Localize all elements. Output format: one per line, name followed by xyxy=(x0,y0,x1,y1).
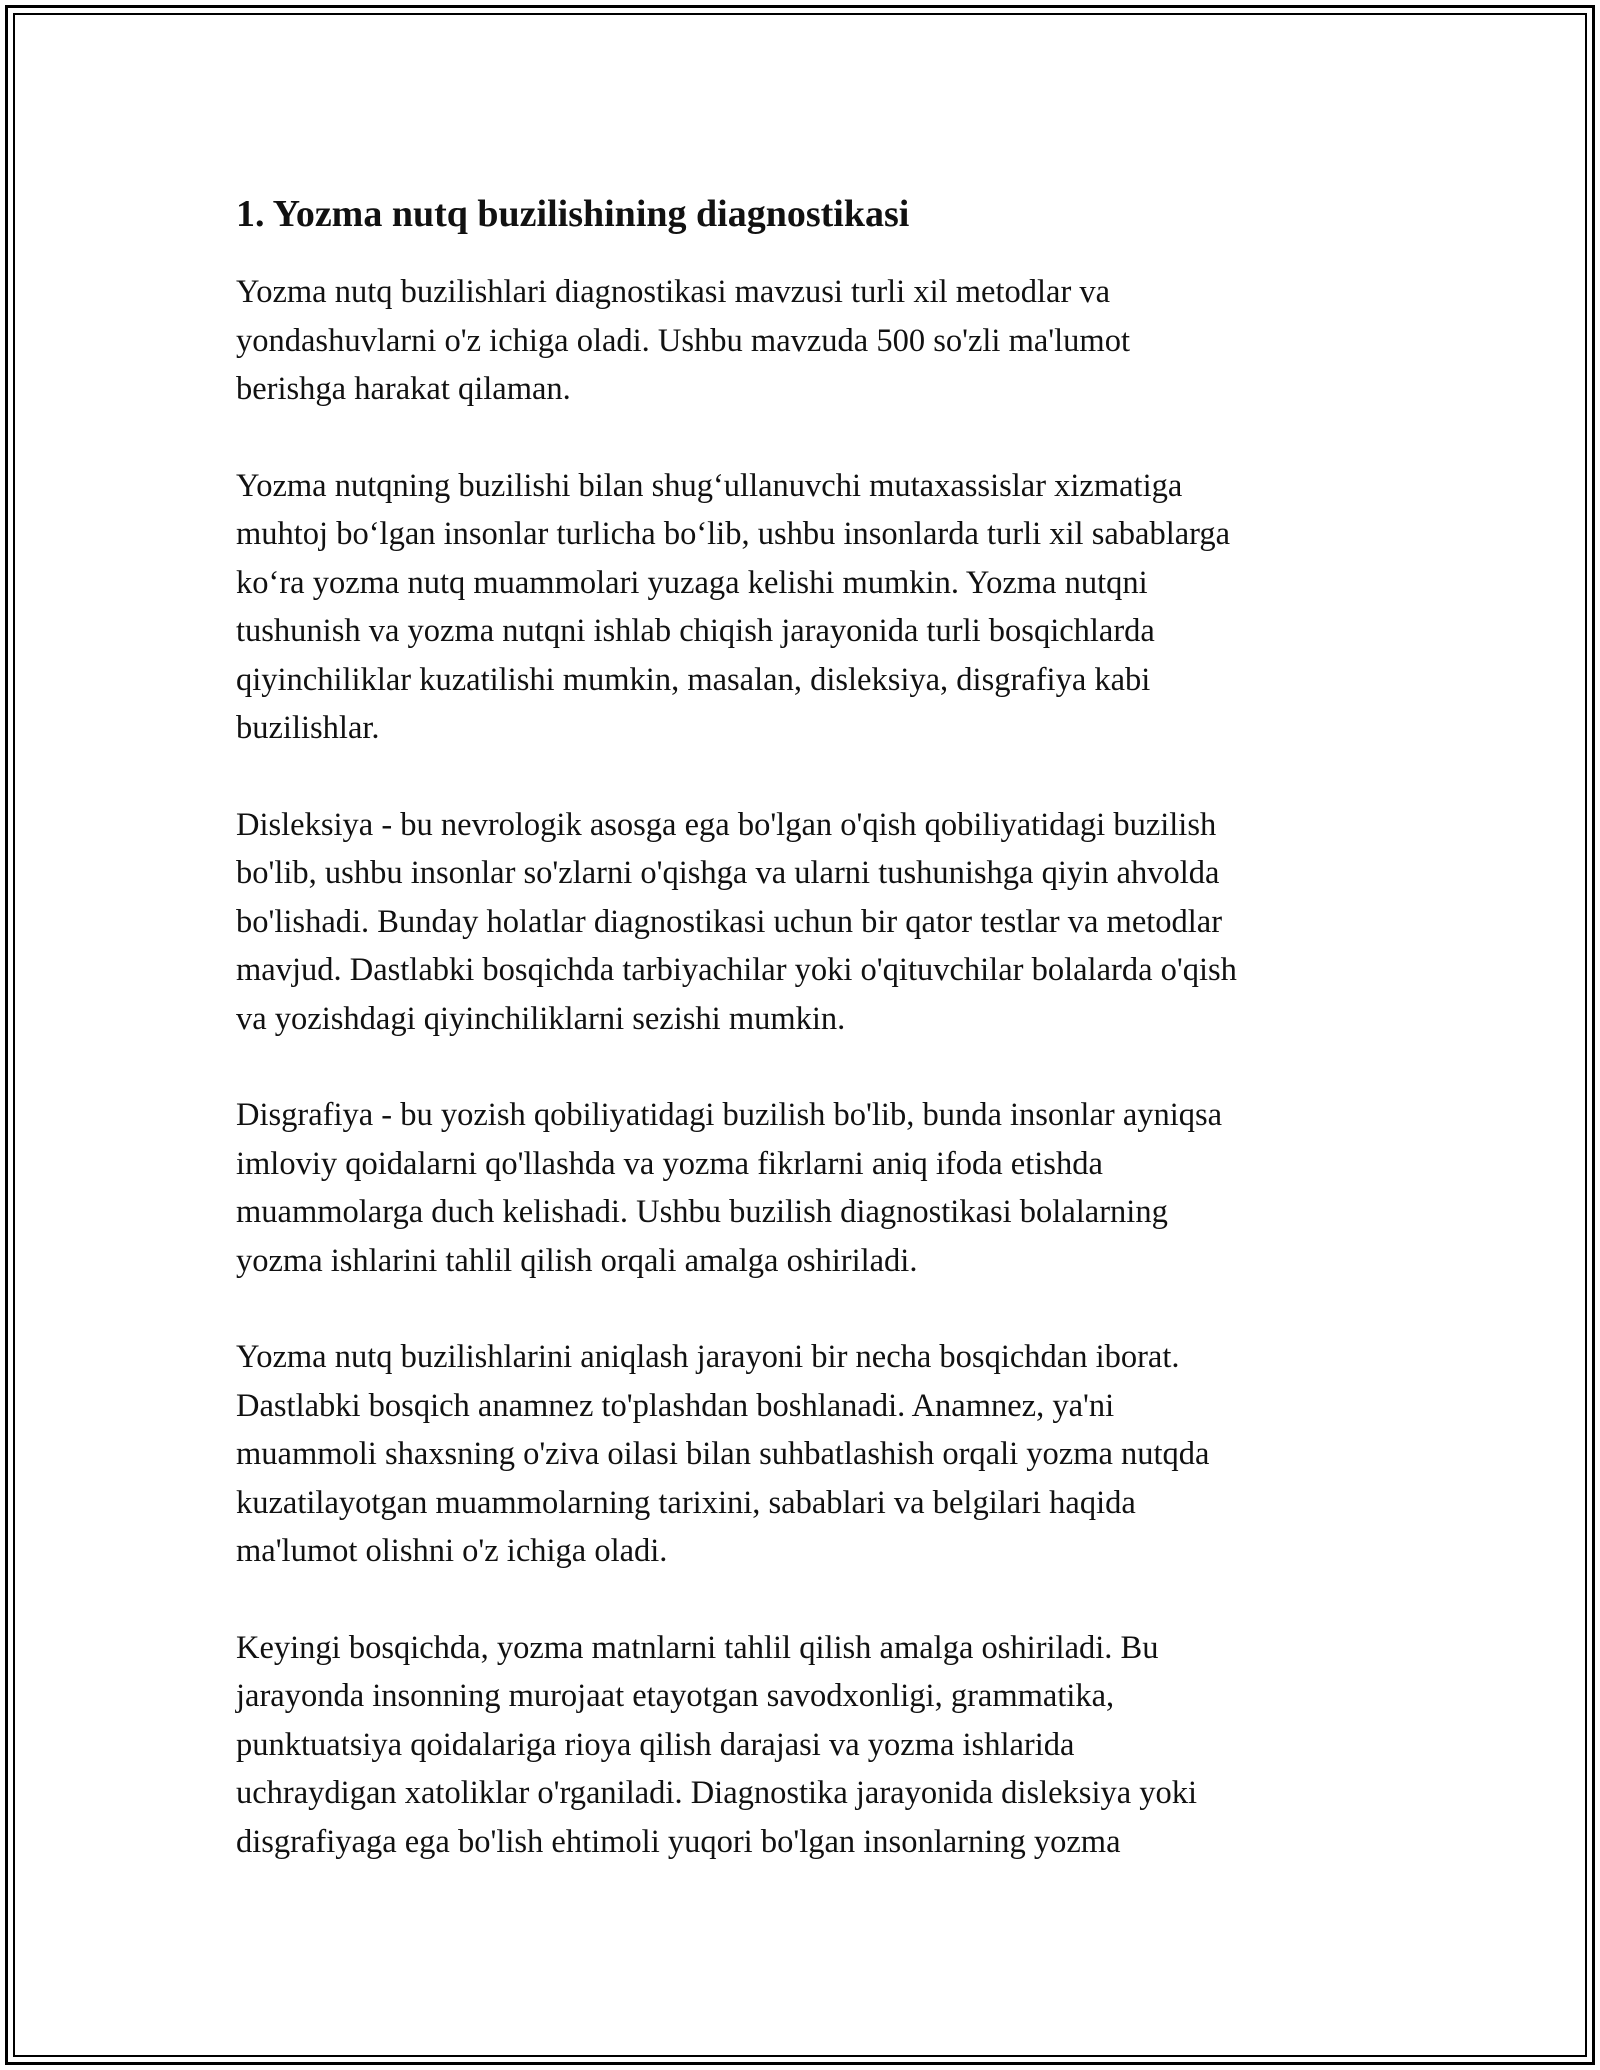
page-title: 1. Yozma nutq buzilishining diagnostikasi xyxy=(236,193,910,235)
paragraph-text-analysis: Keyingi bosqichda, yozma matnlarni tahlil qilish amalga oshiriladi. Bu jarayonda insonning murojaat etayotgan savodxonligi, grammatika, punktuatsiya qoidalariga rioya qilish darajasi va yozma ishlarida uchraydigan xatoliklar o'rganiladi. Diagnostika jarayonida disleksiya yoki disgrafiyaga ega bo'lish ehtimoli yuqori bo'lgan insonlarning yozma xyxy=(236,1629,1198,1860)
paragraph-intro: Yozma nutq buzilishlari diagnostikasi mavzusi turli xil metodlar va yondashuvlarni o'z ichiga oladi. Ushbu mavzuda 500 so'zli ma'lumot berishga harakat qilaman. xyxy=(236,274,1130,407)
paragraph-anamnesis: Yozma nutq buzilishlarini aniqlash jarayoni bir necha bosqichdan iborat. Dastlabki bosqich anamnez to'plashdan boshlanadi. Anamnez, ya'ni muammoli shaxsning o'ziva oilasi bilan suhbatlashish orqali yozma nutqda kuzatilayotgan muammolarning tarixini, sabablari va belgilari haqida ma'lumot olishni o'z ichiga oladi. xyxy=(236,1339,1210,1569)
paragraph-dysgraphia: Disgrafiya - bu yozish qobiliyatidagi buzilish bo'lib, bunda insonlar ayniqsa imloviy qoidalarni qo'llashda va yozma fikrlarni aniq ifoda etishda muammolarga duch kelishadi. Ushbu buzilish diagnostikasi bolalarning yozma ishlarini tahlil qilish orqali amalga oshiriladi. xyxy=(236,1097,1223,1279)
document-body xyxy=(236,188,1416,1914)
paragraph-specialists: Yozma nutqning buzilishi bilan shug‘ullanuvchi mutaxassislar xizmatiga muhtoj bo‘lgan insonlar turlicha bo‘lib, ushbu insonlarda turli xil sabablarga ko‘ra yozma nutq muammolari yuzaga kelishi mumkin. Yozma nutqni tushunish va yozma nutqni ishlab chiqish jarayonida turli bosqichlarda qiyinchiliklar kuzatilishi mumkin, masalan, disleksiya, disgrafiya kabi buzilishlar. xyxy=(236,467,1231,746)
paragraph-dyslexia: Disleksiya - bu nevrologik asosga ega bo'lgan o'qish qobiliyatidagi buzilish bo'lib, ushbu insonlar so'zlarni o'qishga va ularni tushunishga qiyin ahvolda bo'lishadi. Bunday holatlar diagnostikasi uchun bir qator testlar va metodlar mavjud. Dastlabki bosqichda tarbiyachilar yoki o'qituvchilar bolalarda o'qish va yozishdagi qiyinchiliklarni sezishi mumkin. xyxy=(236,806,1237,1037)
